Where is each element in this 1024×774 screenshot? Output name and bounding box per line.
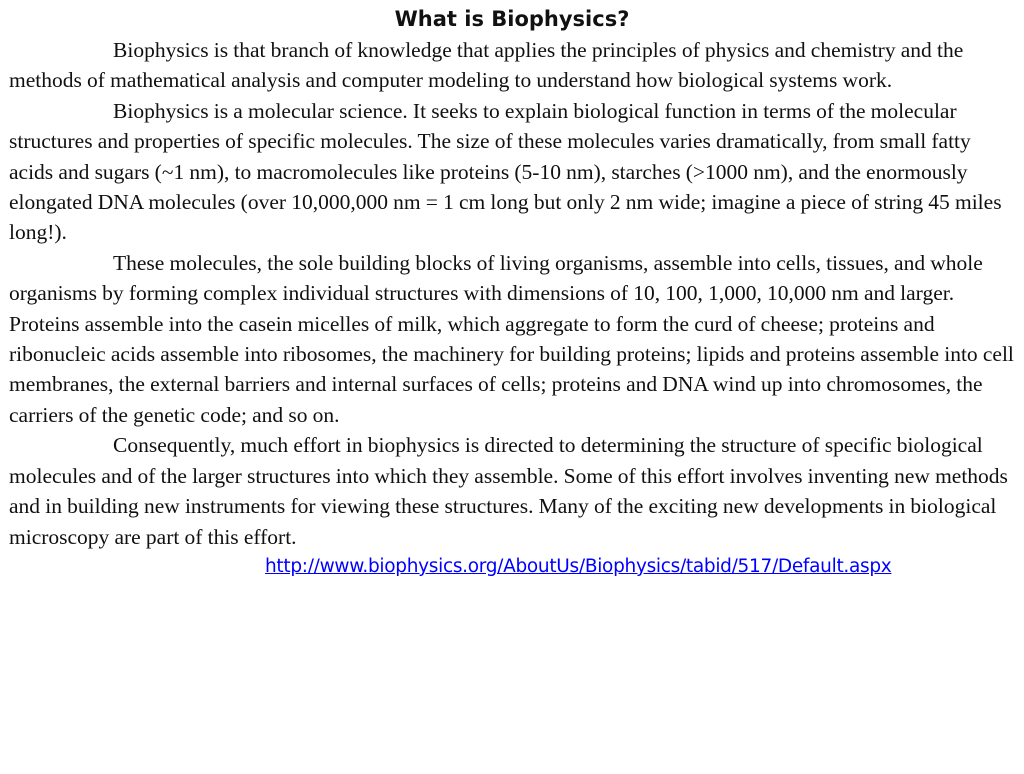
slide-canvas (0, 6, 1024, 774)
paragraph-structure-determination: Consequently, much effort in biophysics is directed to determining the structure of specific biological molecules and of the larger structures into which they assemble. Some of this effort involves inventing new methods and in building new instruments for viewing these structures. Many of the exciting new developments in biological microscopy are part of this effort. (9, 433, 1008, 549)
source-url-link[interactable]: http://www.biophysics.org/AboutUs/Biophysics/tabid/517/Default.aspx (265, 555, 892, 577)
slide-body (0, 35, 1024, 583)
paragraph-assembly: These molecules, the sole building blocks of living organisms, assemble into cells, tissues, and whole organisms by forming complex individual structures with dimensions of 10, 100, 1,000, 10,000 nm and larger. Proteins assemble into the casein micelles of milk, which aggregate to form the curd of cheese; proteins and ribonucleic acids assemble into ribosomes, the machinery for building proteins; lipids and proteins assemble into cell membranes, the external barriers and internal surfaces of cells; proteins and DNA wind up into chromosomes, the carriers of the genetic code; and so on. (9, 250, 1014, 427)
paragraph-molecular-science: Biophysics is a molecular science. It seeks to explain biological function in terms of the molecular structures and properties of specific molecules. The size of these molecules varies dramatically, from small fatty acids and sugars (~1 nm), to macromolecules like proteins (5-10 nm), starches (>1000 nm), and the enormously elongated DNA molecules (over 10,000,000 nm = 1 cm long but only 2 nm wide; imagine a piece of string 45 miles long!). (9, 98, 1002, 245)
paragraph-definition: Biophysics is that branch of knowledge that applies the principles of physics and chemistry and the methods of mathematical analysis and computer modeling to understand how biological systems work. (9, 38, 964, 93)
page-title: What is Biophysics? (394, 7, 630, 31)
source-url-line (9, 552, 1014, 583)
